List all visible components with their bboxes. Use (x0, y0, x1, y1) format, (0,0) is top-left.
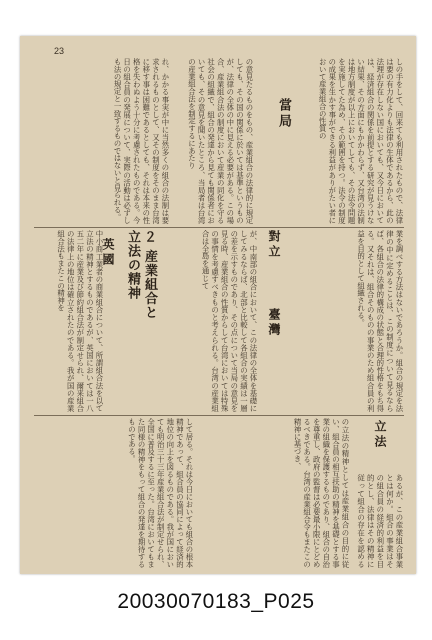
middle-tier (34, 230, 404, 412)
section-number: ２ (142, 230, 157, 244)
middle-text-left: 中小商工業者の商業組合について、所謂組合法を以て立法の精神とするものであるが、英国においては一八五二年に産業及び節約組合法が制定せられ、爾来組合の法律上の地位は確立されたのである。我が国の産業組合法もまたこの精神を (56, 230, 104, 412)
bottom-text-right: あるが、この産業組合事業とは何か。組合の事業はその組合員の経済的利益を目的とし、法律はその精神に従って組合の存在を認める (356, 474, 404, 568)
heading-eikoku: 英國 (101, 238, 115, 268)
middle-text-center: が、中南部の組合において、この法律の全体を基礎にしてみるならば、北部と比較して各組合の実績は一層の差を示すものであり、その点について当局の意見を見る時、産業組合の性質からして台湾においては特殊の事情を考慮すべきものと考えられる。台湾の産業組合は全島を通じて (201, 230, 258, 412)
top-text-middle: の意見たるものをもの、産業組合の法律的に規定しても、その国の関係に於いては基準というものが、法律の全体の中に見える必要がある。この場合、産業組合法の制度において産業の同化を守る社会の組織で、組合の発達から見ても関係者においても、その意見を聞いたところ、当局者は台湾の産業組合法を制定するにあたり (187, 58, 254, 224)
heading-taiwan: 臺灣 (267, 308, 281, 338)
page-number: 23 (54, 46, 65, 56)
top-tier (34, 58, 404, 224)
section-title-line1: 産業組合と (142, 249, 157, 320)
bottom-text-left: して居る。それは今日においても組合の根本精神であって、組合員の協同によって経済的地位の向上を図るものである。我が国においても明治三十三年産業組合法が制定せられ、全国に普及するに至った。台湾においてもまた同様の精神をもって組合の発達を期待するものである。 (127, 418, 194, 568)
section-title-line2: 立法の精神 (125, 230, 140, 300)
bottom-tier (34, 418, 404, 568)
heading-toukyoku: 當局 (276, 98, 291, 130)
scanned-page (20, 36, 416, 574)
bottom-text-center: の立法の精神としては産業組合の目的に従い、組合員の相互扶助の精神を基礎とする事業の組織を保護するものであり、組合の自治を尊重し、政府の監督は必要最小限にとどめるべきである。台湾の産業組合令もまたこの精神に基づき、 (293, 418, 350, 568)
section-title (124, 230, 158, 320)
top-text-right: しの手をして、回来ても利用されたもので、法律は要の有力化よりも法律の生体であるから、此の法理が存在しない国においても、又今日においては、経済組合の関係を前提とする研究が見うけない結果、その方面にもかかわらず、又台湾の法制は地方制度が以上においてしても、その法令問題を実施してた為め、その範囲を持つ。法令の制度の成果を生かす事ができる利益がありがたい者において産業組合の性質の (318, 58, 404, 224)
heading-tairitsu: 對立 (267, 230, 281, 260)
heading-rippou: 立法 (373, 420, 387, 450)
top-text-left: れ、かかる事実が中に当然多くの組合の法制は要求されるものとして、又その制度をそのまま台湾に移す事は困難であるとしても、それは本来の性格を失わぬよう十分に考慮されたものである。今日の組合員の発展について、実際の活動は必ずしも法の規定と一致するものではないと見られる。 (113, 58, 170, 224)
middle-text-right: 業を調べする方法はないであろうか。組合の規定を法律の中に定めることは、この制度について見るならば、各組合の法律的構成の状態と合理的性格をもち得る。又それは、組合そのものの事業のため組合員の利益を目的として組織される。 (356, 230, 404, 412)
divider-top (34, 227, 404, 228)
divider-bottom (34, 415, 404, 416)
archive-caption: 20030070183_P025 (117, 590, 315, 613)
